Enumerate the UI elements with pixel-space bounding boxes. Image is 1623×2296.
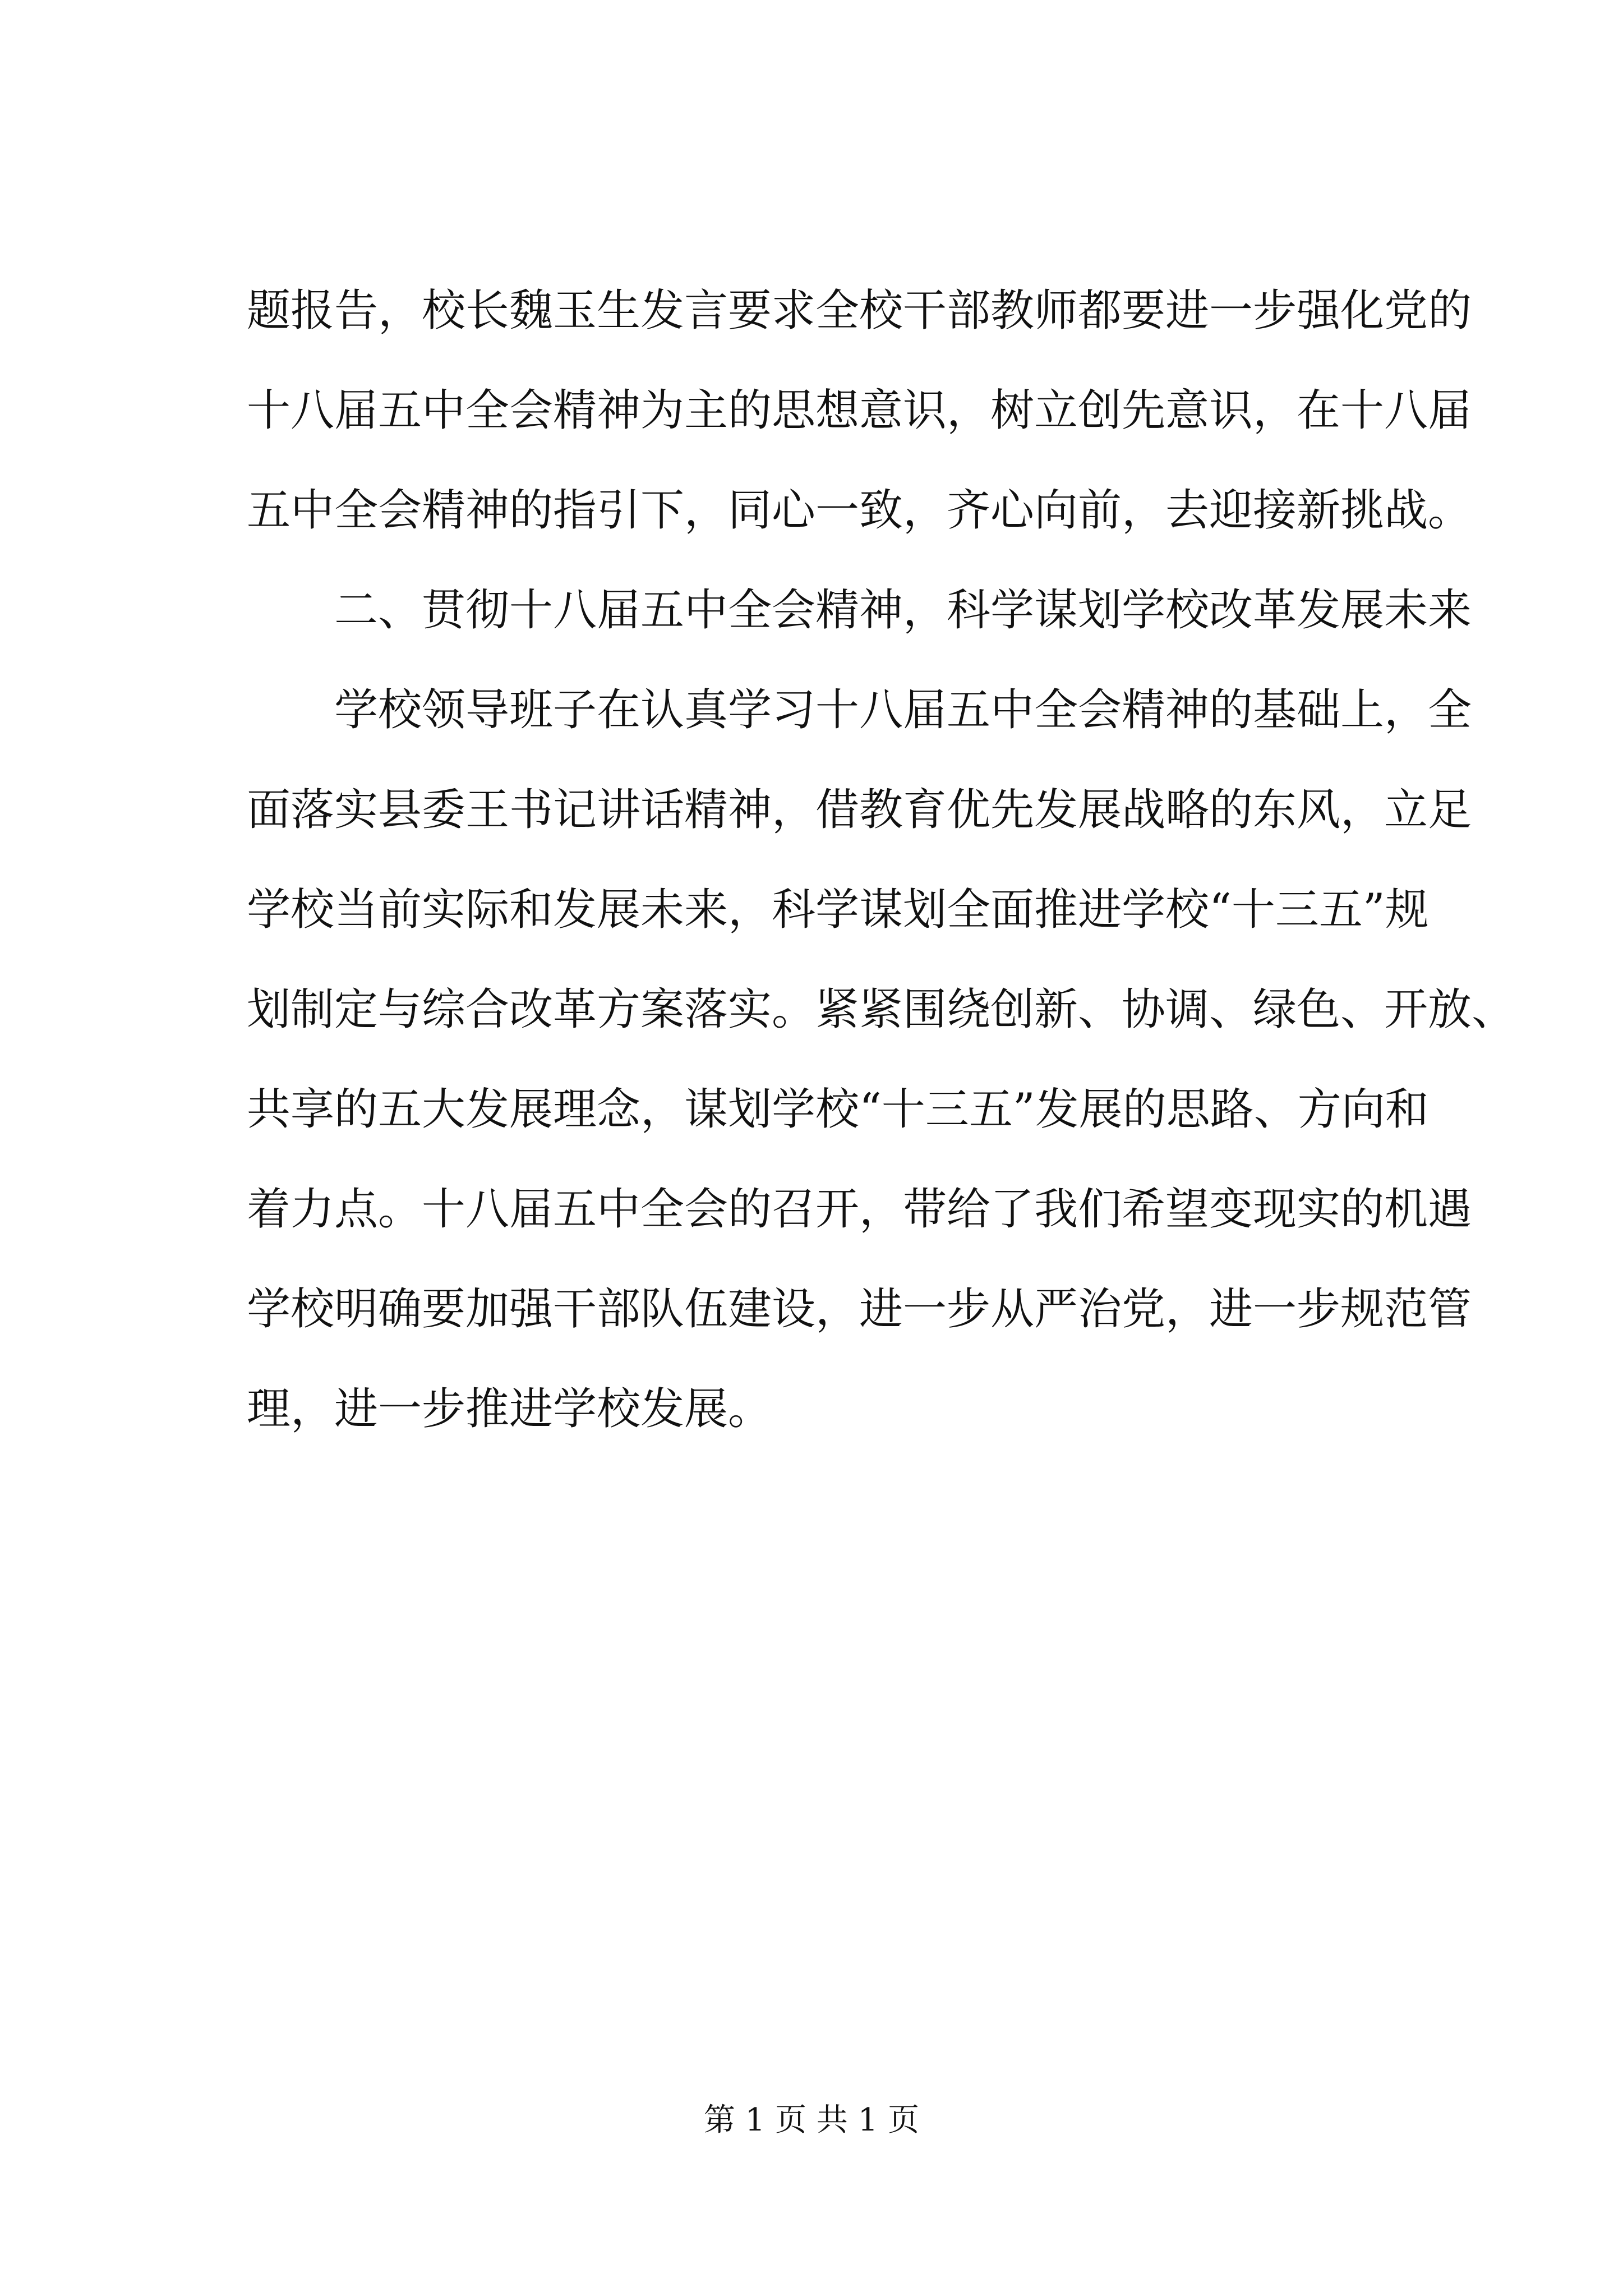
body-text — [247, 261, 1516, 1459]
paragraph-line: 学校当前实际和发展未来，科学谋划全面推进学校“十三五”规 — [247, 885, 1429, 935]
paragraph-line: 着力点。十八届五中全会的召开，带给了我们希望变现实的机遇 — [247, 1184, 1472, 1235]
paragraph-line: 十八届五中全会精神为主的思想意识，树立创先意识，在十八届 — [247, 385, 1472, 436]
paragraph-line: 学校领导班子在认真学习十八届五中全会精神的基础上，全 — [334, 685, 1472, 735]
paragraph-line: 共享的五大发展理念，谋划学校“十三五”发展的思路、方向和 — [247, 1084, 1429, 1135]
paragraph-line: 面落实县委王书记讲话精神，借教育优先发展战略的东风，立足 — [247, 785, 1472, 835]
paragraph-line: 学校明确要加强干部队伍建设，进一步从严治党，进一步规范管 — [247, 1284, 1472, 1335]
paragraph-line: 理，进一步推进学校发展。 — [247, 1384, 772, 1434]
paragraph-line: 划制定与综合改革方案落实。紧紧围绕创新、协调、绿色、开放、 — [247, 984, 1516, 1035]
section-heading: 二、贯彻十八届五中全会精神，科学谋划学校改革发展未来 — [334, 585, 1472, 636]
paragraph-line: 五中全会精神的指引下，同心一致，齐心向前，去迎接新挑战。 — [247, 485, 1472, 536]
paragraph-line: 题报告，校长魏玉生发言要求全校干部教师都要进一步强化党的 — [247, 286, 1472, 336]
page-footer: 第 1 页 共 1 页 — [703, 2102, 920, 2138]
